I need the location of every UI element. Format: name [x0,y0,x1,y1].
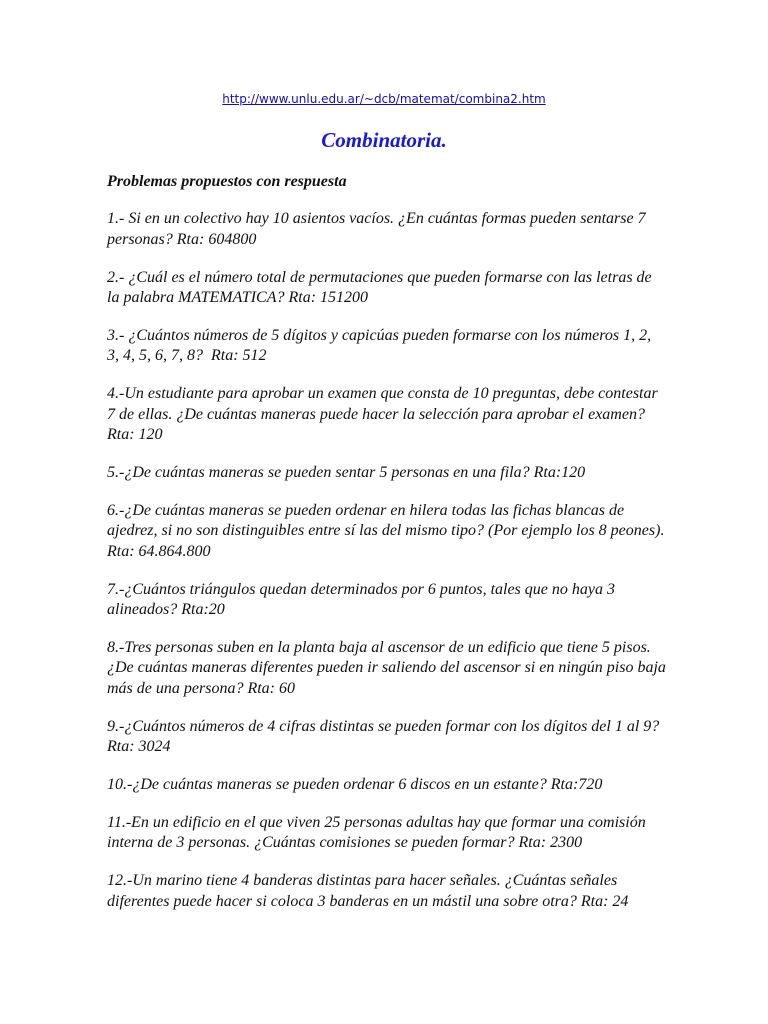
document-body [107,172,670,930]
problem-item: 8.-Tres personas suben en la planta baja al ascensor de un edificio que tiene 5 pisos. ¿De cuántas maneras diferentes pueden ir saliendo del ascensor si en ningún piso baja más de una persona? Rta: 60 [107,639,670,697]
problem-item: 11.-En un edificio en el que viven 25 personas adultas hay que formar una comisión interna de 3 personas. ¿Cuántas comisiones se pueden formar? Rta: 2300 [107,813,650,852]
problem-item: 3.- ¿Cuántos números de 5 dígitos y capicúas pueden formarse con los números 1, 2, 3, 4, 5, 6, 7, 8? Rta: 512 [107,327,656,365]
section-subtitle: Problemas propuestos con respuesta [107,173,347,190]
source-url-link[interactable]: http://www.unlu.edu.ar/~dcb/matemat/combina2.htm [222,92,546,106]
problem-item: 4.-Un estudiante para aprobar un examen que consta de 10 preguntas, debe contestar 7 de ellas. ¿De cuántas maneras puede hacer la selección para aprobar el examen? Rta: 120 [107,385,662,444]
problem-item: 1.- Si en un colectivo hay 10 asientos vacíos. ¿En cuántas formas pueden sentarse 7 personas? Rta: 604800 [107,210,650,248]
problem-item: 7.-¿Cuántos triángulos quedan determinados por 6 puntos, tales que no haya 3 alineados? Rta:20 [107,580,619,619]
problem-item: 9.-¿Cuántos números de 4 cifras distintas se pueden formar con los dígitos del 1 al 9? Rta: 3024 [107,717,664,756]
problem-item: 10.-¿De cuántas maneras se pueden ordenar 6 discos en un estante? Rta:720 [107,776,603,794]
problem-item: 5.-¿De cuántas maneras se pueden sentar 5 personas en una fila? Rta:120 [107,464,586,482]
problem-item: 12.-Un marino tiene 4 banderas distintas para hacer señales. ¿Cuántas señales diferentes puede hacer si coloca 3 banderas en un mástil una sobre otra? Rta: 24 [107,872,629,910]
problem-item: 6.-¿De cuántas maneras se pueden ordenar en hilera todas las fichas blancas de ajedrez, si no son distinguibles entre sí las del mismo tipo? (Por ejemplo los 8 peones). Rta: 64.864.800 [107,501,669,560]
problem-item: 2.- ¿Cuál es el número total de permutaciones que pueden formarse con las letras de la palabra MATEMATICA? Rta: 151200 [107,268,656,307]
page-title: Combinatoria. [321,128,447,152]
